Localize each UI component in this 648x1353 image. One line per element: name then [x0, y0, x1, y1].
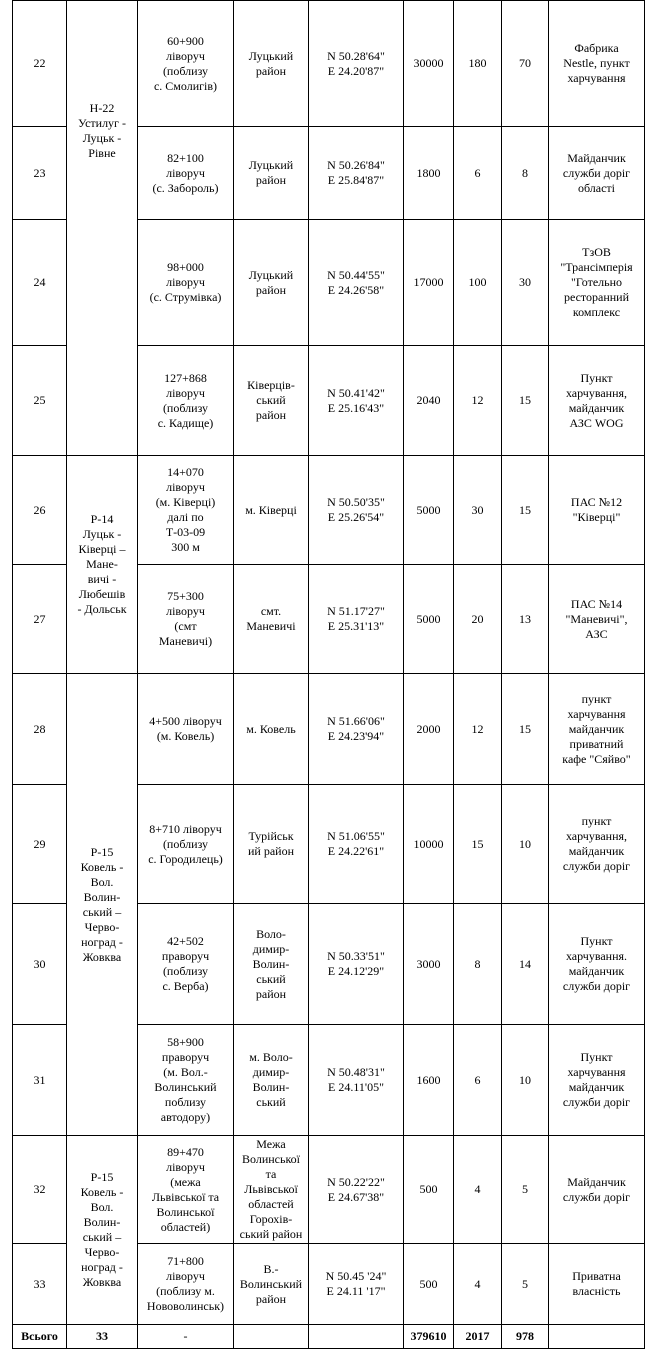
road-name-cell: Р-15 Ковель - Вол. Волин- ський – Черво- ноград - Жовква [67, 1136, 138, 1325]
total-b: 978 [502, 1325, 549, 1349]
district: смт. Маневичі [234, 565, 309, 674]
value-a: 4 [454, 1244, 502, 1325]
district: м. Воло- димир- Волин- ський [234, 1025, 309, 1136]
km-location: 42+502 праворуч (поблизу с. Верба) [138, 904, 234, 1025]
row-number: 27 [13, 565, 67, 674]
row-number: 28 [13, 674, 67, 785]
km-location: 127+868 ліворуч (поблизу с. Кадище) [138, 346, 234, 456]
area-value: 5000 [404, 565, 454, 674]
value-a: 12 [454, 346, 502, 456]
note: Майданчик служби доріг [549, 1136, 645, 1244]
row-number: 30 [13, 904, 67, 1025]
district: Турійськ ий район [234, 785, 309, 904]
table-row [13, 1, 645, 127]
table-row [13, 1136, 645, 1244]
row-number: 23 [13, 127, 67, 220]
district: В.- Волинський район [234, 1244, 309, 1325]
value-a: 6 [454, 127, 502, 220]
total-area: 379610 [404, 1325, 454, 1349]
note: Приватна власність [549, 1244, 645, 1325]
km-location: 60+900 ліворуч (поблизу с. Смолигів) [138, 1, 234, 127]
value-b: 30 [502, 220, 549, 346]
km-location: 58+900 праворуч (м. Вол.- Волинський поблизу автодору) [138, 1025, 234, 1136]
value-a: 4 [454, 1136, 502, 1244]
coordinates: N 50.26'84" E 25.84'87" [309, 127, 404, 220]
district: Луцький район [234, 1, 309, 127]
coordinates: N 50.44'55" E 24.26'58" [309, 220, 404, 346]
road-name-cell: Н-22 Устилуг - Луцьк - Рівне [67, 1, 138, 456]
row-number: 32 [13, 1136, 67, 1244]
coordinates: N 51.66'06" E 24.23'94" [309, 674, 404, 785]
note: ПАС №14 "Маневичі", АЗС [549, 565, 645, 674]
total-empty-cell [234, 1325, 309, 1349]
total-empty-cell [309, 1325, 404, 1349]
value-a: 15 [454, 785, 502, 904]
row-number: 24 [13, 220, 67, 346]
value-b: 10 [502, 1025, 549, 1136]
coordinates: N 51.06'55" E 24.22'61" [309, 785, 404, 904]
km-location: 4+500 ліворуч (м. Ковель) [138, 674, 234, 785]
km-location: 8+710 ліворуч (поблизу с. Городилець) [138, 785, 234, 904]
area-value: 1800 [404, 127, 454, 220]
value-b: 70 [502, 1, 549, 127]
km-location: 98+000 ліворуч (с. Струмівка) [138, 220, 234, 346]
value-b: 5 [502, 1244, 549, 1325]
total-row [13, 1325, 645, 1349]
value-b: 15 [502, 674, 549, 785]
note: пункт харчування майданчик приватний кафе "Сяйво" [549, 674, 645, 785]
road-name-cell: Р-14 Луцьк - Ківерці – Мане- вичі - Любешів - Дольськ [67, 456, 138, 674]
row-number: 25 [13, 346, 67, 456]
area-value: 30000 [404, 1, 454, 127]
note: Пункт харчування, майданчик АЗС WOG [549, 346, 645, 456]
value-b: 15 [502, 456, 549, 565]
area-value: 1600 [404, 1025, 454, 1136]
area-value: 5000 [404, 456, 454, 565]
row-number: 22 [13, 1, 67, 127]
value-a: 20 [454, 565, 502, 674]
total-label: Всього [13, 1325, 67, 1349]
value-b: 13 [502, 565, 549, 674]
km-location: 89+470 ліворуч (межа Львівської та Волинської областей) [138, 1136, 234, 1244]
district: Воло- димир- Волин- ський район [234, 904, 309, 1025]
district: м. Ківерці [234, 456, 309, 565]
area-value: 500 [404, 1244, 454, 1325]
road-name-cell: Р-15 Ковель - Вол. Волин- ський – Черво- ноград - Жовква [67, 674, 138, 1136]
coordinates: N 50.50'35" E 25.26'54" [309, 456, 404, 565]
table-row [13, 674, 645, 785]
coordinates: N 51.17'27" E 25.31'13" [309, 565, 404, 674]
value-a: 180 [454, 1, 502, 127]
km-location: 75+300 ліворуч (смт Маневичі) [138, 565, 234, 674]
value-a: 8 [454, 904, 502, 1025]
area-value: 500 [404, 1136, 454, 1244]
row-number: 31 [13, 1025, 67, 1136]
district: Межа Волинської та Львівської областей Горохів- ський район [234, 1136, 309, 1244]
note: Пункт харчування майданчик служби доріг [549, 1025, 645, 1136]
value-a: 6 [454, 1025, 502, 1136]
value-b: 14 [502, 904, 549, 1025]
coordinates: N 50.33'51" E 24.12'29" [309, 904, 404, 1025]
area-value: 17000 [404, 220, 454, 346]
value-a: 100 [454, 220, 502, 346]
value-b: 10 [502, 785, 549, 904]
note: пункт харчування, майданчик служби доріг [549, 785, 645, 904]
km-location: 71+800 ліворуч (поблизу м. Нововолинськ) [138, 1244, 234, 1325]
area-value: 2040 [404, 346, 454, 456]
note: ПАС №12 "Ківерці" [549, 456, 645, 565]
coordinates: N 50.41'42" E 25.16'43" [309, 346, 404, 456]
coordinates: N 50.48'31" E 24.11'05" [309, 1025, 404, 1136]
note: Майданчик служби доріг області [549, 127, 645, 220]
note: ТзОВ "Трансімперія "Готельно ресторанний комплекс [549, 220, 645, 346]
coordinates: N 50.22'22" E 24.67'38" [309, 1136, 404, 1244]
coordinates: N 50.45 '24" E 24.11 '17" [309, 1244, 404, 1325]
value-b: 5 [502, 1136, 549, 1244]
note: Фабрика Nestle, пункт харчування [549, 1, 645, 127]
total-empty-cell [549, 1325, 645, 1349]
row-number: 33 [13, 1244, 67, 1325]
district: Луцький район [234, 220, 309, 346]
road-facilities-table [12, 0, 645, 1349]
table-row [13, 456, 645, 565]
district: Луцький район [234, 127, 309, 220]
area-value: 10000 [404, 785, 454, 904]
total-dash: - [138, 1325, 234, 1349]
value-a: 12 [454, 674, 502, 785]
value-b: 8 [502, 127, 549, 220]
km-location: 14+070 ліворуч (м. Ківерці) далі по Т-03-09 300 м [138, 456, 234, 565]
district: Ківерців- ський район [234, 346, 309, 456]
total-count: 33 [67, 1325, 138, 1349]
district: м. Ковель [234, 674, 309, 785]
area-value: 2000 [404, 674, 454, 785]
area-value: 3000 [404, 904, 454, 1025]
total-a: 2017 [454, 1325, 502, 1349]
row-number: 29 [13, 785, 67, 904]
note: Пункт харчування. майданчик служби доріг [549, 904, 645, 1025]
row-number: 26 [13, 456, 67, 565]
value-b: 15 [502, 346, 549, 456]
coordinates: N 50.28'64" E 24.20'87" [309, 1, 404, 127]
value-a: 30 [454, 456, 502, 565]
km-location: 82+100 ліворуч (с. Забороль) [138, 127, 234, 220]
